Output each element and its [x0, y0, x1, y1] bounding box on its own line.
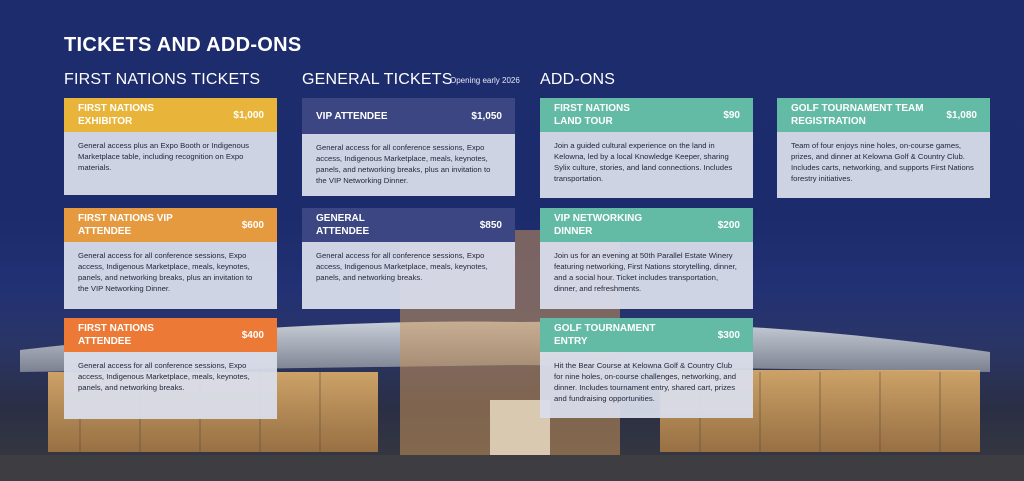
ticket-name: VIP ATTENDEE [316, 110, 388, 122]
card-header [540, 208, 753, 242]
card-vip-networking-dinner[interactable] [540, 208, 753, 309]
ticket-price: $1,000 [233, 109, 264, 121]
card-header [777, 98, 990, 132]
ticket-price: $1,080 [946, 109, 977, 121]
card-fn-exhibitor[interactable] [64, 98, 277, 195]
add-ons-heading: ADD-ONS [540, 71, 616, 88]
ticket-name: FIRST NATIONS EXHIBITOR [78, 103, 154, 127]
ticket-description: Join a guided cultural experience on the land in Kelowna, led by a local Knowledge Keeper, sharing Sylix culture, stories, and land connections. Includes transportation. [540, 132, 753, 198]
general-tickets-heading: GENERAL TICKETS [302, 71, 453, 88]
ticket-price: $200 [717, 219, 740, 231]
card-land-tour[interactable] [540, 98, 753, 198]
ticket-description: Team of four enjoys nine holes, on-course games, prizes, and dinner at Kelowna Golf & Country Club. Includes carts, networking, and supports First Nations forestry initiatives. [777, 132, 990, 198]
card-fn-vip-attendee[interactable] [64, 208, 277, 309]
ticket-name: FIRST NATIONS VIP ATTENDEE [78, 213, 173, 237]
card-header [64, 208, 277, 242]
ticket-description: General access for all conference sessions, Expo access, Indigenous Marketplace, meals, keynotes, panels, and networking breaks. [302, 242, 515, 309]
card-header [302, 208, 515, 242]
ticket-name: FIRST NATIONS ATTENDEE [78, 323, 154, 347]
ticket-name: VIP NETWORKING DINNER [554, 213, 643, 237]
ticket-description: General access for all conference sessions, Expo access, Indigenous Marketplace, meals, keynotes, panels, and networking breaks, plus an invitation to the VIP Networking Dinner. [302, 134, 515, 196]
card-vip-attendee[interactable] [302, 98, 515, 196]
ticket-price: $90 [723, 109, 740, 121]
card-general-attendee[interactable] [302, 208, 515, 309]
ticket-price: $300 [717, 329, 740, 341]
ticket-price: $400 [241, 329, 264, 341]
card-fn-attendee[interactable] [64, 318, 277, 419]
ticket-name: GOLF TOURNAMENT TEAM REGISTRATION [791, 103, 924, 127]
ticket-name: GENERAL ATTENDEE [316, 213, 370, 237]
card-header [64, 318, 277, 352]
ticket-description: Hit the Bear Course at Kelowna Golf & Country Club for nine holes, on-course challenges, networking, and dinner. Includes tournament entry, shared cart, prizes and fundraising opportunities. [540, 352, 753, 418]
ticket-price: $1,050 [471, 110, 502, 122]
card-golf-team-registration[interactable] [777, 98, 990, 198]
page-title: TICKETS AND ADD-ONS [64, 34, 302, 56]
card-header [64, 98, 277, 132]
ticket-name: FIRST NATIONS LAND TOUR [554, 103, 630, 127]
general-tickets-note: Opening early 2026 [450, 76, 520, 85]
card-header [540, 318, 753, 352]
ticket-price: $600 [241, 219, 264, 231]
card-header [302, 98, 515, 134]
ticket-description: Join us for an evening at 50th Parallel Estate Winery featuring networking, First Nations storytelling, dinner, and a social hour. Ticket includes transportation, dinner, and refreshments. [540, 242, 753, 309]
ticket-price: $850 [479, 219, 502, 231]
card-golf-tournament-entry[interactable] [540, 318, 753, 418]
ticket-description: General access plus an Expo Booth or Indigenous Marketplace table, including recognition on Expo materials. [64, 132, 277, 195]
ticket-name: GOLF TOURNAMENT ENTRY [554, 323, 656, 347]
card-header [540, 98, 753, 132]
ticket-description: General access for all conference sessions, Expo access, Indigenous Marketplace, meals, keynotes, panels, and networking breaks, plus an invitation to the VIP Networking Dinner. [64, 242, 277, 309]
first-nations-tickets-heading: FIRST NATIONS TICKETS [64, 71, 261, 88]
ticket-description: General access for all conference sessions, Expo access, Indigenous Marketplace, meals, keynotes, panels, and networking breaks. [64, 352, 277, 419]
